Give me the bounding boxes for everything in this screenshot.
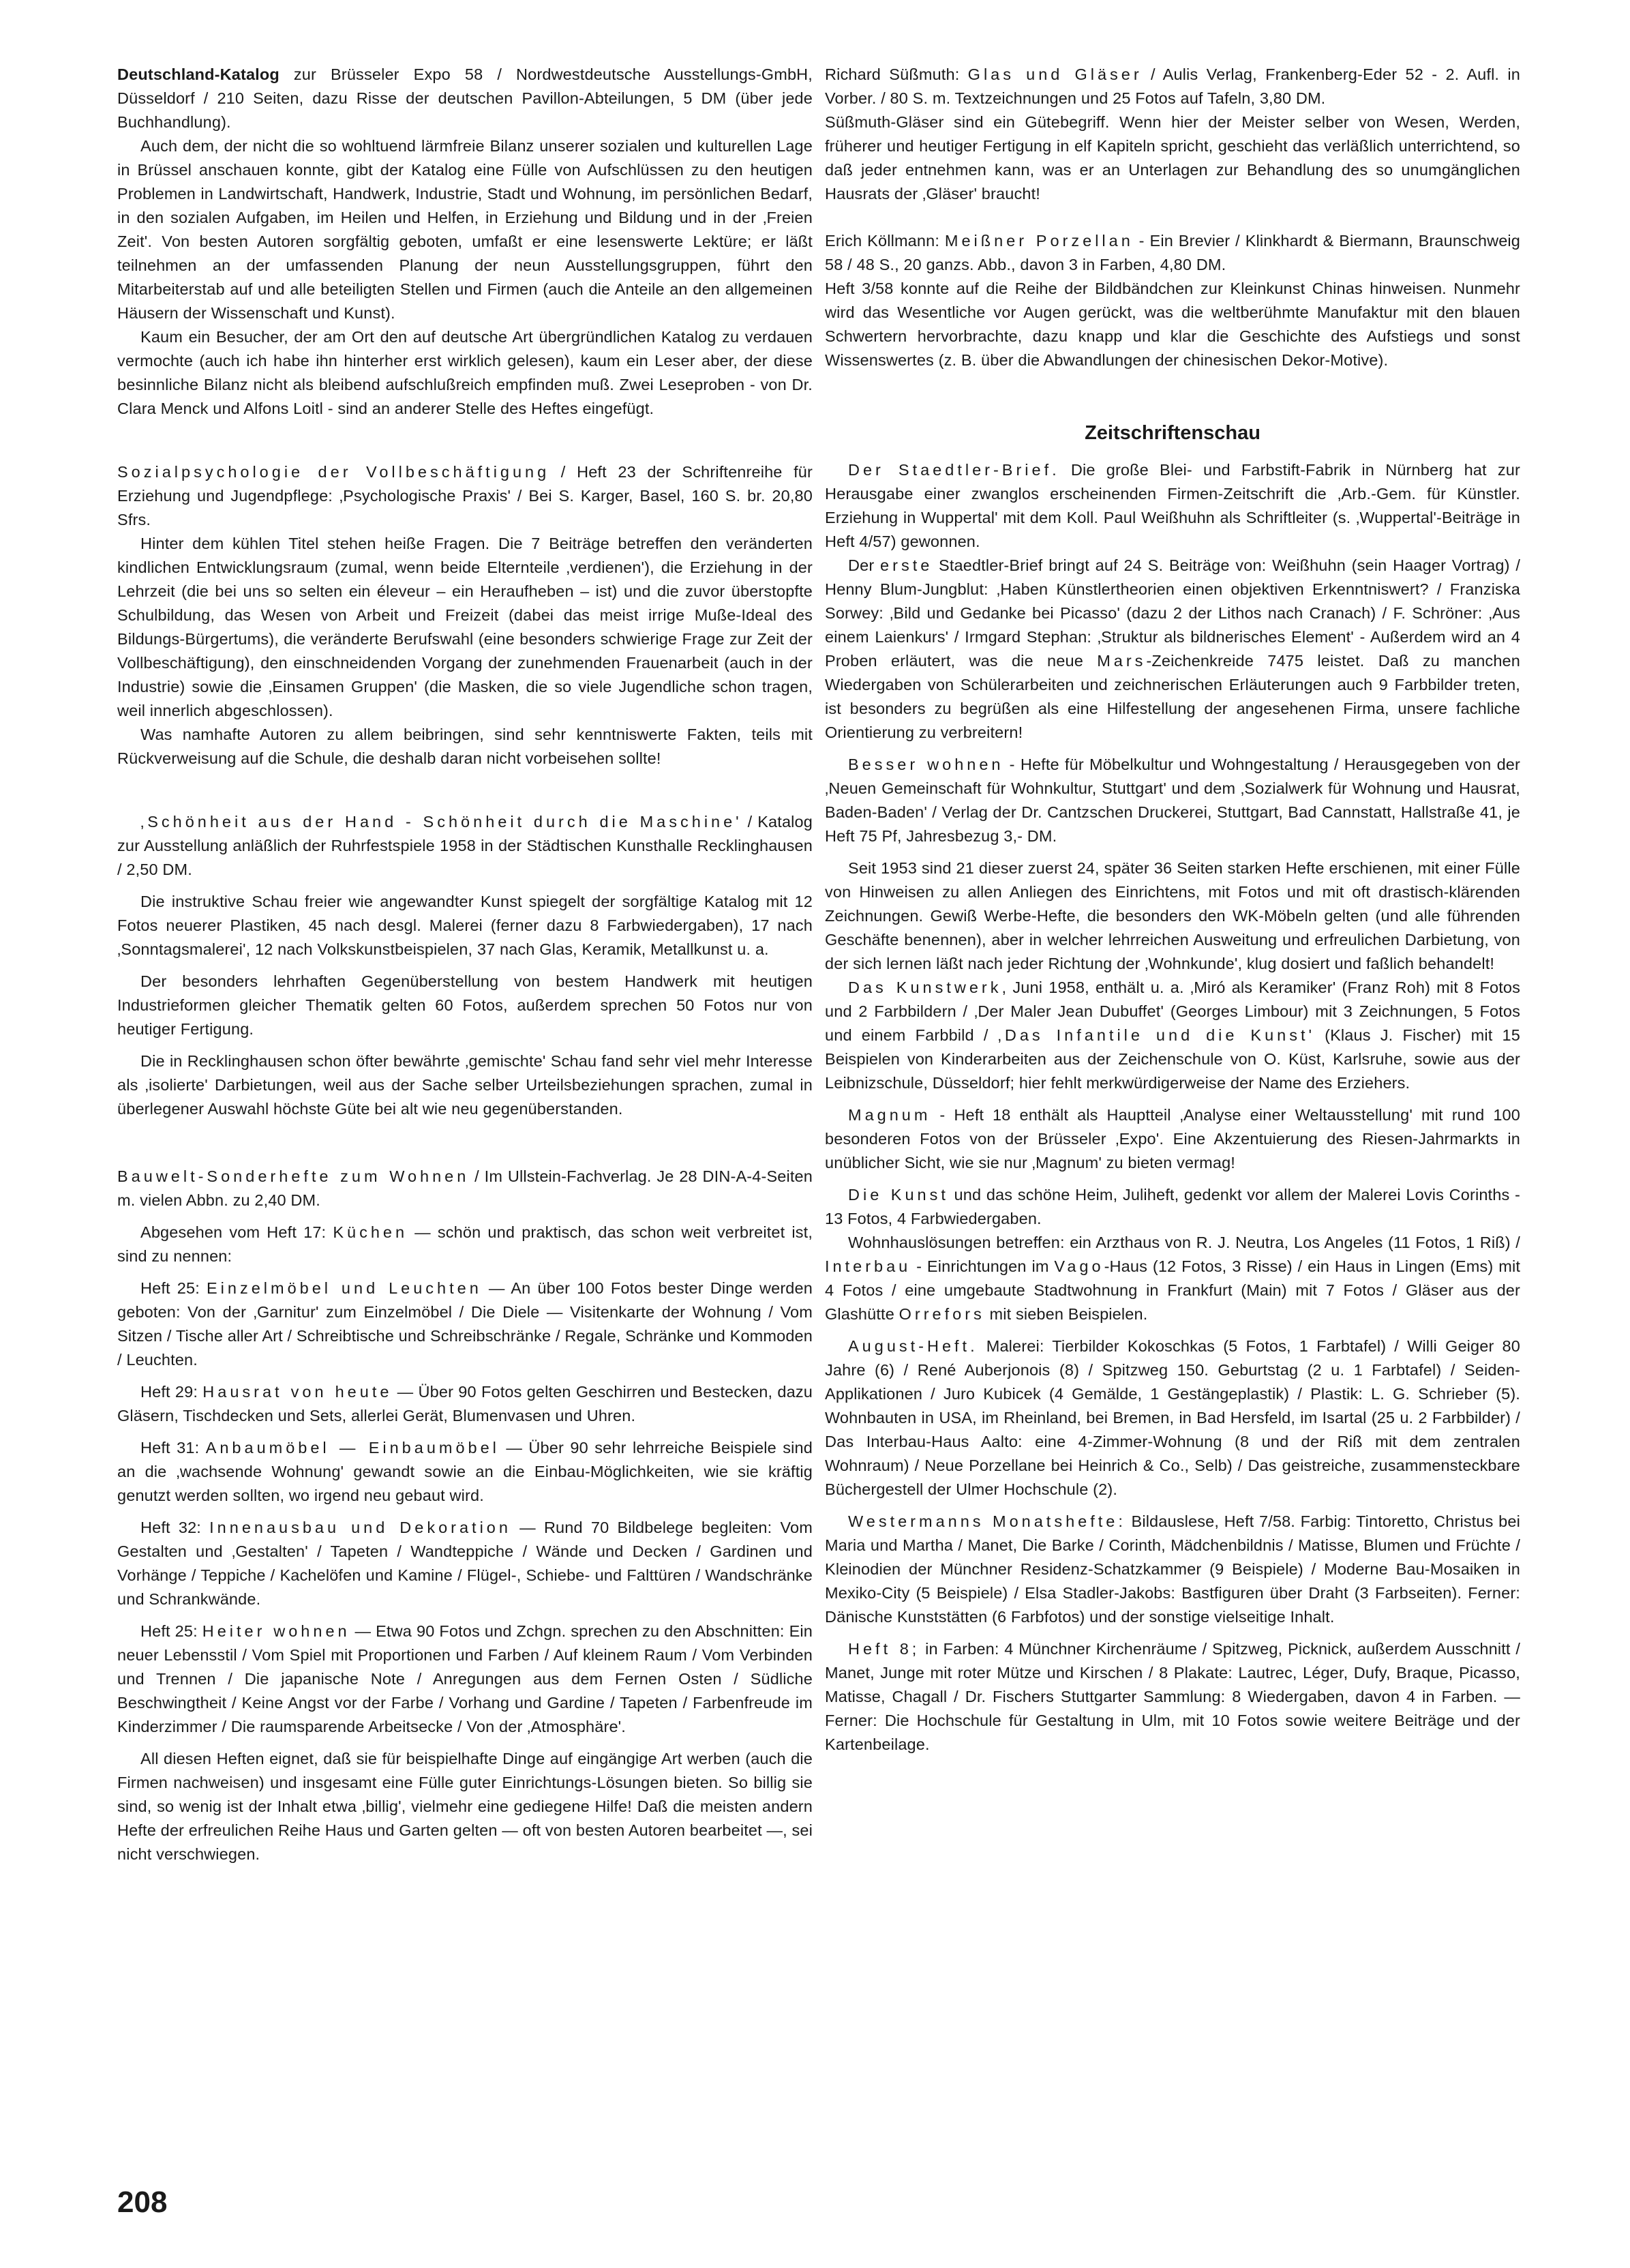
title-heft-8: Heft 8; — [848, 1640, 920, 1658]
paragraph — [117, 1277, 813, 1372]
title-heiter-wohnen: Heiter wohnen — [202, 1622, 350, 1640]
paragraph: Heft 3/58 konnte auf die Reihe der Bildbändchen zur Kleinkunst Chinas hinweisen. Nunmehr wird das Wesentliche vor Augen gerückt, was die weltberühmte Manufaktur mit den blauen Schwertern hervorbrachte, dazu knapp und klar die Geschichte des Aufstiegs und sonst Wissenswertes (z. B. über die Abwandlungen der chinesischen Dekor-Motive). — [825, 280, 1520, 369]
text: - Heft 18 enthält als Hauptteil ‚Analyse einer Weltausstellung' mit rund 100 besonderen Fotos von der Brüsseler ‚Expo'. Eine Akzentuierung des Riesen-Jahrmarkts in unüblicher Sicht, wie sie nur ‚Magnum' zu bieten vermag! — [825, 1106, 1520, 1172]
text: -Haus (12 Fotos, 3 Risse) / ein Haus in Lingen (Ems) mit 4 Fotos / eine umgebaute Stadtwohnung in Frankfurt (Main) mit 7 Fotos / Gläser aus der Glashütte — [825, 1257, 1520, 1323]
paragraph: Auch dem, der nicht die so wohltuend lärmfreie Bilanz unserer sozialen und kulturellen Lage in Brüssel anschauen konnte, gibt der Katalog eine Fülle von Aufschlüssen zu den heutigen Problemen in Landwirtschaft, Handwerk, Industrie, Stadt und Wohnung, im persönlichen Bedarf, in den sozialen Aufgaben, im Heilen und Helfen, in Erziehung und Bildung und in der ‚Freien Zeit'. Von besten Autoren sorgfältig geboten, umfaßt er eine lesenswerte Lektüre; er läßt teilnehmen an der umfassenden Planung der neun Ausstellungsgruppen, führt den Mitarbeiterstab auf und alle beteiligten Stellen und Firmen (auch die Anteile an den allgemeinen Häusern der Wissenschaft und Kunst). — [117, 137, 813, 322]
paragraph — [117, 1221, 813, 1268]
title-interbau: Interbau — [825, 1257, 911, 1275]
text: Heft 29: — [140, 1383, 203, 1401]
title-schoenheit: ‚Schönheit aus der Hand - Schönheit durch die Maschine' — [140, 813, 742, 831]
text: in Farben: 4 Münchner Kirchenräume / Spitzweg, Picknick, außerdem Ausschnitt / Manet, Junge mit roter Mütze und Kirschen / 8 Plakate: Lautrec, Léger, Dufy, Braque, Picasso, Matisse, Chagall / Dr. Fischers Stuttgarter Sammlung: 8 Wiedergaben, davon 4 in Farben. — Ferner: Die Hochschule für Gestaltung in Ulm, mit 10 Fotos sowie weitere Beiträge und der Kartenbeilage. — [825, 1640, 1520, 1753]
text: (Klaus J. Fischer) mit 15 Beispielen von Kinderarbeiten aus der Zeichenschule von O. Küst, Karlsruhe, sowie aus der Leibnizschule, Düsseldorf; hier fehlt merkwürdigerweise der Name des Erziehers. — [825, 1026, 1520, 1092]
title-infantile: ‚Das Infantile und die Kunst' — [997, 1026, 1316, 1044]
text: mit sieben Beispielen. — [984, 1305, 1148, 1323]
title-glas: Glas und Gläser — [967, 65, 1143, 83]
title-vago: Vago — [1054, 1257, 1104, 1275]
text: Bildauslese, Heft 7/58. Farbig: Tintoretto, Christus bei Maria und Martha / Manet, Die Barke / Corinth, Mädchenbildnis / Matisse, Blumen und Früchte / Kleinodien der Münchner Residenz-Schatzkammer (9 Beispiele) / Moderne Bau-Mosaiken in Mexiko-City (5 Beispiele) / Elsa Stadler-Jakobs: Bastfiguren über Draht (3 Farbseiten). Ferner: Dänische Kunststätten (6 Farbfotos) und der sonstige vielseitige Inhalt. — [825, 1512, 1520, 1626]
paragraph — [117, 1380, 813, 1428]
text: Heft 25: — [140, 1622, 202, 1640]
page-number: 208 — [117, 2185, 168, 2219]
title-erste: erste — [880, 556, 933, 574]
title-anbaumoebel: Anbaumöbel — Einbaumöbel — [205, 1439, 500, 1457]
title-deutschland-katalog: Deutschland-Katalog — [117, 65, 280, 83]
review-die-kunst — [825, 1183, 1520, 1231]
paragraph — [117, 1436, 813, 1508]
text: Wohnhauslösungen betreffen: ein Arzthaus von R. J. Neutra, Los Angeles (11 Fotos, 1 Riß) / — [848, 1234, 1520, 1251]
title-innenausbau: Innenausbau und Dekoration — [209, 1519, 511, 1536]
review-koellmann — [825, 229, 1520, 277]
title-die-kunst: Die Kunst — [848, 1186, 949, 1204]
text: / Katalog zur Ausstellung anläßlich der Ruhrfestspiele 1958 in der Städtischen Kunsthalle Recklinghausen / 2,50 DM. — [117, 813, 813, 878]
review-deutschland-katalog — [117, 63, 813, 134]
text: — Rund 70 Bildbelege begleiten: Vom Gestalten und ‚Gestalten' / Tapeten / Wandteppiche / Wände und Decken / Gardinen und Vorhänge / Teppiche / Kachelöfen und Kamine / Flügel-, Schiebe- und Falttüren / Wandschränke und Schrankwände. — [117, 1519, 813, 1608]
left-column — [117, 63, 813, 1866]
paragraph — [825, 1231, 1520, 1326]
review-staedtler — [825, 458, 1520, 554]
title-kuechen: Küchen — [333, 1223, 408, 1241]
text: - Einrichtungen im — [911, 1257, 1055, 1275]
review-westermanns — [825, 1510, 1520, 1629]
paragraph: Die instruktive Schau freier wie angewandter Kunst spiegelt der sorgfältige Katalog mit 12 Fotos neuerer Plastiken, 45 nach desgl. Malerei (ferner dazu 8 Farbwiedergaben), 17 nach ‚Sonntagsmalerei', 12 nach Volkskunstbeispielen, 37 nach Glas, Keramik, Metallkunst u. a. — [117, 893, 813, 958]
text: Heft 32: — [140, 1519, 210, 1536]
text: Richard Süßmuth: — [825, 65, 968, 83]
review-sozialpsychologie — [117, 460, 813, 532]
paragraph: Hinter dem kühlen Titel stehen heiße Fragen. Die 7 Beiträge betreffen den veränderten kindlichen Entwicklungsraum (zumal, wenn beide Elternteile ‚verdienen'), die Erziehung in der Lehrzeit (die bei uns so selten ein éleveur – ein Heraufheben – ist) und die zuvor überstopfte Schulbildung, das Wesen von Arbeit und Freizeit (dabei das meist irrige Muße-Ideal des Bildungs-Bürgertums), die veränderte Berufswahl (eine besonders schwierige Frage zur Zeit der Vollbeschäftigung), den einschneidenden Vorgang der zunehmenden Frauenarbeit (auch in der Industrie) sowie die ‚Einsamen Gruppen' (die Masken, die so viele Jugendliche schon tragen, weil innerlich abgeschlossen). — [117, 535, 813, 719]
review-magnum — [825, 1103, 1520, 1175]
text: Die große Blei- und Farbstift-Fabrik in Nürnberg hat zur Herausgabe einer zwanglos erscheinenden Firmen-Zeitschrift die ‚Arb.-Gem. für Künstler. Erziehung in Wuppertal' mit dem Koll. Paul Weißhuhn als Schriftleiter (s. ‚Wuppertal'-Beiträge in Heft 4/57) gewonnen. — [825, 461, 1520, 550]
right-column — [825, 63, 1520, 1757]
paragraph: Kaum ein Besucher, der am Ort den auf deutsche Art übergründlichen Katalog zu verdauen vermochte (auch ich habe ihn hinterher erst wirklich gelesen), kaum ein Leser aber, der diese besinnliche Bilanz nicht als bleibend aufschlußreich empfinden muß. Zwei Leseproben - von Dr. Clara Menck und Alfons Loitl - sind an anderer Stelle des Heftes eingefügt. — [117, 328, 813, 417]
title-sozialpsychologie: Sozialpsychologie der Vollbeschäftigung — [117, 463, 550, 481]
title-hausrat: Hausrat von heute — [202, 1383, 393, 1401]
title-mars: Mars — [1097, 652, 1147, 670]
text: , Juni 1958, enthält u. a. ‚Miró als Keramiker' (Franz Roh) mit 8 Fotos und 2 Farbbildern / ‚Der Maler Jean Dubuffet' (Georges Limbour) mit 3 Zeichnungen, 5 Fotos und einem Farbbild / — [825, 979, 1521, 1044]
section-heading: Zeitschriftenschau — [1085, 422, 1261, 444]
title-august-heft: August-Heft. — [848, 1337, 978, 1355]
text: - Ein Brevier / Klinkhardt & Biermann, Braunschweig 58 / 48 S., 20 ganzs. Abb., davon 3 in Farben, 4,80 DM. — [825, 232, 1521, 273]
text: zur Brüsseler Expo 58 / Nordwestdeutsche Ausstellungs-GmbH, Düsseldorf / 210 Seiten, dazu Risse der deutschen Pavillon-Abteilungen, 5 DM (über jede Buchhandlung). — [117, 65, 813, 131]
title-magnum: Magnum — [848, 1106, 931, 1124]
review-kunstwerk — [825, 976, 1520, 1095]
title-meissner: Meißner Porzellan — [944, 232, 1134, 250]
paragraph — [117, 1516, 813, 1611]
text: -Zeichenkreide 7475 leistet. Daß zu manchen Wiedergaben von Schülerarbeiten und zeichnerischen Erläuterungen auch 9 Farbbilder treten, ist besonders zu begrüßen als eine Hilfestellung der angesehenen Firma, unsere fachliche Orientierung zu verbreitern! — [825, 652, 1520, 741]
review-besser-wohnen — [825, 753, 1520, 848]
text: Staedtler-Brief bringt auf 24 S. Beiträge von: Weißhuhn (sein Haager Vortrag) / Henny Blum-Jungblut: ‚Haben Künstlertheorien einen objektiven Erkenntniswert? / Franziska Sorwey: ‚Bild und Gedanke bei Picasso' (dazu 2 der Lithos nach Cranach) / F. Schröner: ‚Aus einem Laienkurs' / Irmgard Stephan: ‚Struktur als bildnerisches Element' - Außerdem wird an 4 Proben erläutert, was die neue — [825, 556, 1520, 670]
review-heft-8 — [825, 1637, 1520, 1757]
paragraph: Der besonders lehrhaften Gegenüberstellung von bestem Handwerk mit heutigen Industrieformen gleicher Thematik gelten 60 Fotos, außerdem sprechen 50 Fotos nur von heutiger Fertigung. — [117, 972, 813, 1038]
paragraph: Was namhafte Autoren zu allem beibringen, sind sehr kenntniswerte Fakten, teils mit Rückverweisung auf die Schule, die deshalb daran nicht vorbeisehen sollte! — [117, 726, 813, 767]
title-orrefors: Orrefors — [899, 1305, 985, 1323]
text: Heft 31: — [140, 1439, 206, 1457]
title-kunstwerk: Das Kunstwerk — [848, 979, 1002, 996]
text: — schön und praktisch, das schon weit verbreitet ist, sind zu nennen: — [117, 1223, 813, 1265]
text: und das schöne Heim, Juliheft, gedenkt vor allem der Malerei Lovis Corinths - 13 Fotos, 4 Farbwiedergaben. — [825, 1186, 1520, 1227]
text: — Etwa 90 Fotos und Zchgn. sprechen zu den Abschnitten: Ein neuer Lebensstil / Vom Spiel mit Proportionen und Farben / Auf kleinem Raum / Vom Verbinden und Trennen / Die japanische Note / Anregungen aus dem Fernen Osten / Südliche Beschwingtheit / Keine Angst vor der Farbe / Vorhang und Gardine / Tapeten / Farbenfreude im Kinderzimmer / Die raumsparende Arbeitsecke / Von der ‚Atmosphäre'. — [117, 1622, 813, 1735]
text: / Im Ullstein-Fachverlag. Je 28 DIN-A-4-Seiten m. vielen Abbn. zu 2,40 DM. — [117, 1167, 813, 1209]
title-besser-wohnen: Besser wohnen — [848, 756, 1004, 773]
paragraph — [117, 1620, 813, 1739]
paragraph — [825, 554, 1520, 745]
text: Heft 25: — [140, 1279, 207, 1297]
text: — Über 90 Fotos gelten Geschirren und Bestecken, dazu Gläsern, Tischdecken und Sets, allerlei Gerät, Blumenvasen und Uhren. — [117, 1383, 813, 1424]
review-bauwelt — [117, 1165, 813, 1212]
text: Abgesehen vom Heft 17: — [140, 1223, 333, 1241]
paragraph: Seit 1953 sind 21 dieser zuerst 24, später 36 Seiten starken Hefte erschienen, mit einer Fülle von Hinweisen zu allen Anliegen des Einrichtens, mit Fotos und mit oft drastisch-klärenden Zeichnungen. Gewiß Werbe-Hefte, die besonders den WK-Möbeln gelten (und alle führenden Geschäfte benennen), aber in welcher lehrreichen Ausweitung und erfreulichen Darbietung, von der sich lernen läßt nach jeder Richtung der ‚Wohnkunde', klug dosiert und faßlich behandelt! — [825, 859, 1520, 972]
text: — An über 100 Fotos bester Dinge werden geboten: Von der ‚Garnitur' zum Einzelmöbel / Die Diele — Visitenkarte der Wohnung / Vom Sitzen / Tische aller Art / Schreibtische und Schreibschränke / Regale, Schränke und Kommoden / Leuchten. — [117, 1279, 813, 1369]
paragraph: All diesen Heften eignet, daß sie für beispielhafte Dinge auf eingängige Art werben (auch die Firmen nachweisen) und insgesamt eine Fülle guter Einrichtungs-Lösungen bieten. So billig sie sind, so wenig ist der Inhalt etwa ‚billig', vielmehr eine gediegene Hilfe! Daß die meisten andern Hefte der erfreulichen Reihe Haus und Garten gelten — oft von besten Autoren bearbeitet —, sei nicht verschwiegen. — [117, 1750, 813, 1863]
review-august-heft — [825, 1334, 1520, 1502]
text: - Hefte für Möbelkultur und Wohngestaltung / Herausgegeben von der ‚Neuen Gemeinschaft für Wohnkultur, Stuttgart' und dem ‚Sozialwerk für Wohnung und Hausrat, Baden-Baden' / Verlag der Dr. Cantzschen Druckerei, Stuttgart, Bad Cannstatt, Hallstraße 41, je Heft 75 Pf, Jahresbezug 3,- DM. — [825, 756, 1520, 845]
title-bauwelt: Bauwelt-Sonderhefte zum Wohnen — [117, 1167, 470, 1185]
title-staedtler: Der Staedtler-Brief. — [848, 461, 1060, 479]
title-einzelmoebel: Einzelmöbel und Leuchten — [206, 1279, 482, 1297]
text: / Heft 23 der Schriftenreihe für Erziehung und Jugendpflege: ‚Psychologische Praxis' / Bei S. Karger, Basel, 160 S. br. 20,80 Sfrs. — [117, 463, 813, 528]
text: Erich Köllmann: — [825, 232, 945, 250]
review-schoenheit — [117, 810, 813, 882]
text: Malerei: Tierbilder Kokoschkas (5 Fotos, 1 Farbtafel) / Willi Geiger 80 Jahre (6) / René Auberjonois (8) / Spitzweg 150. Geburtstag (2 u. 1 Farbtafel) / Seiden-Applikationen / Juro Kubicek (4 Gemälde, 1 Gestängeplastik) / Plastik: L. G. Schrieber (5). Wohnbauten in USA, im Rheinland, bei Bremen, in Bad Hersfeld, im Isartal (25 u. 2 Farbbilder) / Das Interbau-Haus Aalto: eine 4-Zimmer-Wohnung (8 und der Riß mit dem zentralen Wohnraum) / Neue Porzellane bei Heinrich & Co., Selb) / Das geistreiche, zusammensteckbare Büchergestell der Ulmer Hochschule (2). — [825, 1337, 1520, 1498]
review-suessmuth — [825, 63, 1520, 110]
paragraph: Die in Recklinghausen schon öfter bewährte ‚gemischte' Schau fand sehr viel mehr Interesse als ‚isolierte' Darbietungen, weil aus der Sache selber Urteilsbeziehungen sprachen, zumal in überlegener Auswahl höchste Güte bei alt wie neu gegenüberstanden. — [117, 1052, 813, 1118]
paragraph: Süßmuth-Gläser sind ein Gütebegriff. Wenn hier der Meister selber von Wesen, Werden, früherer und heutiger Fertigung in elf Kapiteln spricht, geschieht das verläßlich unterrichtend, so daß jeder entnehmen kann, was er an Unterlagen zur Behandlung des so unumgänglichen Hausrats der ‚Gläser' braucht! — [825, 113, 1520, 203]
text: Der — [848, 556, 881, 574]
title-westermanns: Westermanns Monatshefte: — [848, 1512, 1126, 1530]
text: / Aulis Verlag, Frankenberg-Eder 52 - 2. Aufl. in Vorber. / 80 S. m. Textzeichnungen und 25 Fotos auf Tafeln, 3,80 DM. — [825, 65, 1520, 107]
text: — Über 90 sehr lehrreiche Beispiele sind an die ‚wachsende Wohnung' gewandt sowie an die Einbau-Möglichkeiten, wie sie kräftig genutzt werden sollten, wo irgend neu gebaut wird. — [117, 1439, 813, 1504]
